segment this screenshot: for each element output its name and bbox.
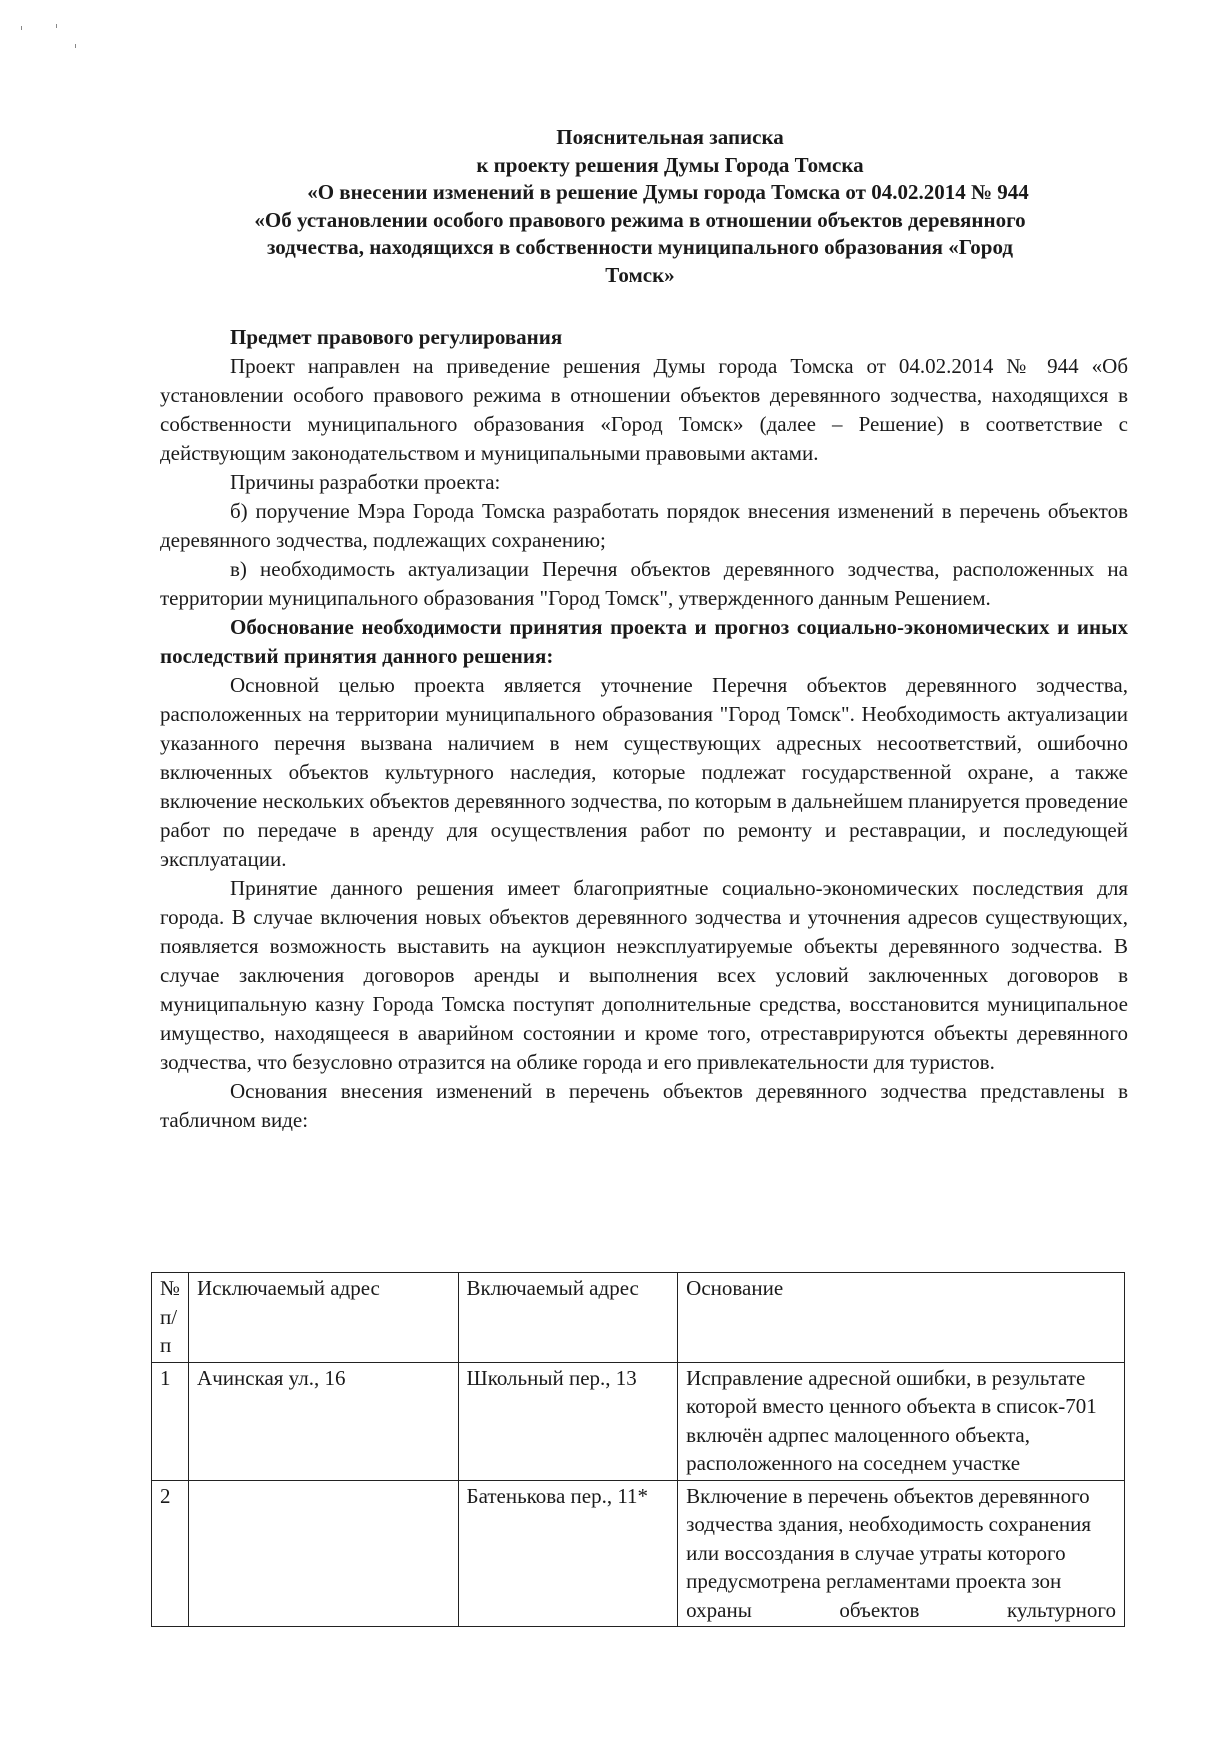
cell-excluded: Ачинская ул., 16: [189, 1362, 458, 1480]
cell-included: Школьный пер., 13: [458, 1362, 678, 1480]
paragraph-goal: Основной целью проекта является уточнение Перечня объектов деревянного зодчества, расположенных на территории муниципального образования "Город Томск". Необходимость актуализации указанного перечня вызвана наличием в нем существующих адресных несоответствий, ошибочно включенных объектов культурного наследия, которые подлежат государственной охране, а также включение нескольких объектов деревянного зодчества, по которым в дальнейшем планируется проведение работ по передаче в аренду для осуществления работ по ремонту и реставрации, и последующей эксплуатации.: [160, 673, 1128, 871]
header-excluded: Исключаемый адрес: [189, 1273, 458, 1363]
paragraph-consequences: Принятие данного решения имеет благоприятные социально-экономических последствия для города. В случае включения новых объектов деревянного зодчества и уточнения адресов существующих, появляется возможность выставить на аукцион неэксплуатируемые объекты деревянного зодчества. В случае заключения договоров аренды и выполнения всех условий заключенных договоров в муниципальную казну Города Томска поступят дополнительные средства, восстановится муниципальное имущество, находящееся в аварийном состоянии и кроме того, отреставрируются объекты деревянного зодчества, что безусловно отразится на облике города и его привлекательности для туристов.: [160, 876, 1128, 1074]
title-line: к проекту решения Думы Города Томска: [476, 152, 864, 177]
table-header-row: [152, 1273, 1125, 1363]
changes-table: [151, 1272, 1125, 1627]
table-intro: Основания внесения изменений в перечень объектов деревянного зодчества представлены в табличном виде:: [160, 1079, 1128, 1132]
title-line: Пояснительная записка: [556, 125, 784, 149]
section-heading-justification: Обоснование необходимости принятия проекта и прогноз социально-экономических и иных последствий принятия данного решения:: [160, 615, 1128, 668]
document-body: [160, 323, 1128, 1135]
header-included: Включаемый адрес: [458, 1273, 678, 1363]
scan-artifact: [21, 26, 22, 30]
cell-basis: Исправление адресной ошибки, в результате которой вместо ценного объекта в список-701 включён адрпес малоценного объекта, расположенного на соседнем участке: [678, 1362, 1125, 1480]
header-basis: Основание: [678, 1273, 1125, 1363]
section-heading-subject: Предмет правового регулирования: [230, 325, 563, 349]
table-row: [152, 1480, 1125, 1627]
reason-b: б) поручение Мэра Города Томска разработать порядок внесения изменений в перечень объектов деревянного зодчества, подлежащих сохранению;: [160, 499, 1128, 552]
title-line: «О внесении изменений в решение Думы города Томска от 04.02.2014 № 944: [307, 180, 1029, 204]
cell-num: 1: [152, 1362, 189, 1480]
cell-num: 2: [152, 1480, 189, 1627]
table-row: [152, 1362, 1125, 1480]
title-line: Томск»: [605, 262, 675, 287]
scan-artifact: [56, 24, 57, 28]
title-line: «Об установлении особого правового режима в отношении объектов деревянного: [254, 207, 1026, 232]
paragraph-subject: Проект направлен на приведение решения Думы города Томска от 04.02.2014 № 944 «Об установлении особого правового режима в отношении объектов деревянного зодчества, находящихся в собственности муниципального образования «Город Томск» (далее – Решение) в соответствие с действующим законодательством и муниципальными правовыми актами.: [160, 354, 1128, 465]
header-num: № п/п: [152, 1273, 189, 1363]
reasons-intro: Причины разработки проекта:: [230, 470, 501, 494]
cell-basis: Включение в перечень объектов деревянного зодчества здания, необходимость сохранения или воссоздания в случае утраты которого предусмотрена регламентами проекта зон охраны объектов культурного: [678, 1480, 1125, 1627]
title-line: зодчества, находящихся в собственности муниципального образования «Город: [266, 235, 1014, 259]
reason-v: в) необходимость актуализации Перечня объектов деревянного зодчества, расположенных на территории муниципального образования "Город Томск", утвержденного данным Решением.: [160, 557, 1128, 610]
cell-excluded: [189, 1480, 458, 1627]
document-title: [150, 124, 1130, 289]
cell-included: Батенькова пер., 11*: [458, 1480, 678, 1627]
scan-artifact: [75, 44, 76, 48]
